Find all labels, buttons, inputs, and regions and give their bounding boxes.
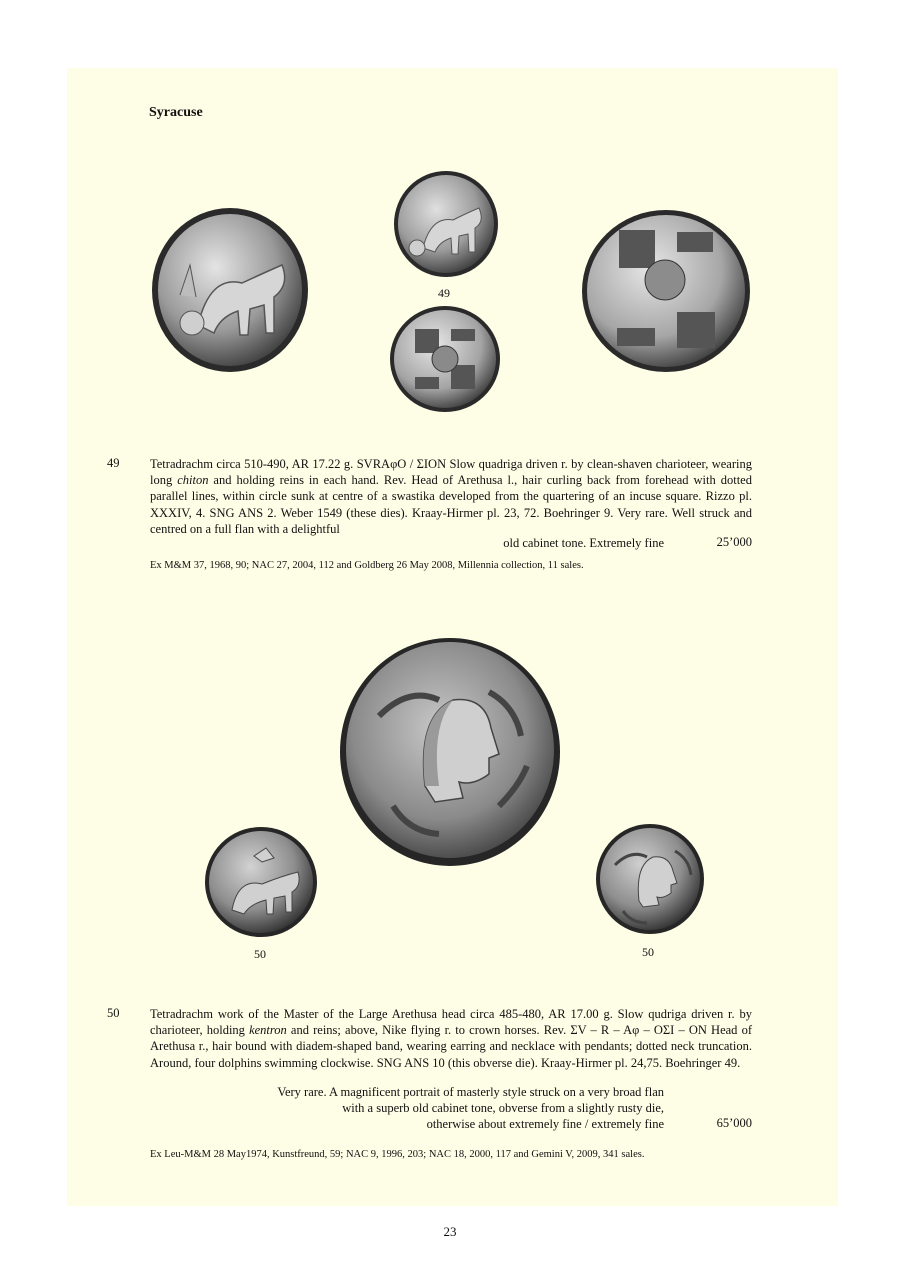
lot49-reverse-small-photo <box>389 305 501 413</box>
lot50-condition-line3: otherwise about extremely fine / extremely fine <box>426 1117 664 1131</box>
lot49-description <box>150 456 752 537</box>
lot50-description <box>150 1006 752 1071</box>
lot50-obverse-photo <box>204 826 318 938</box>
lot49-obverse-large-photo <box>150 205 310 375</box>
lot50-desc-part2: and reins; above, Nike flying r. to crown horses. Rev. ΣV – R – Aφ – OΣI – ON Head of Arethusa r., hair bound with diadem-shaped band, wearing earring and necklace with pendants; dotted neck truncation. Around, four dolphins swimming clockwise. SNG ANS 10 (this obverse die). Kraay-Hirmer pl. 24,75. Boehringer 49. <box>150 1023 752 1070</box>
page-number: 23 <box>443 1224 457 1239</box>
lot49-provenance: Ex M&M 37, 1968, 90; NAC 27, 2004, 112 and Goldberg 26 May 2008, Millennia collection, 11 sales. <box>150 560 584 571</box>
lot50-reverse-photo <box>595 823 705 935</box>
lot50-number: 50 <box>107 1006 120 1020</box>
lot50-figure-label-left: 50 <box>254 947 266 961</box>
section-title: Syracuse <box>149 105 203 120</box>
lot50-condition-line1: Very rare. A magnificent portrait of masterly style struck on a very broad flan <box>277 1085 664 1099</box>
lot50-figure-label-right: 50 <box>642 945 654 959</box>
lot49-desc-part2: and holding reins in each hand. Rev. Head of Arethusa l., hair curling back from forehead with dotted parallel lines, within circle sunk at centre of a swastika developed from the quartering of an incuse square. Rizzo pl. XXXIV, 4. SNG ANS 2. Weber 1549 (these dies). Kraay-Hirmer pl. 23, 72. Boehringer 9. Very rare. Well struck and centred on a full flan with a delightful <box>150 473 752 536</box>
lot49-obverse-small-photo <box>393 170 499 278</box>
lot50-desc-part1: Tetradrachm work of the Master of the Large Arethusa head circa 485-480, AR 17.00 g. Slow qudriga driven r. by charioteer, holding <box>150 1007 752 1038</box>
lot49-desc-part1: Tetradrachm circa 510-490, AR 17.22 g. SVRAφO / ΣION Slow quadriga driven r. by clean-shaven charioteer, wearing long <box>150 457 752 488</box>
lot49-condition: old cabinet tone. Extremely fine <box>503 536 664 550</box>
lot50-desc-emphasis: kentron <box>249 1023 287 1038</box>
lot50-reverse-enlarged-photo <box>339 636 561 868</box>
lot49-desc-emphasis: chiton <box>177 473 209 488</box>
lot50-provenance: Ex Leu-M&M 28 May1974, Kunstfreund, 59; NAC 9, 1996, 203; NAC 18, 2000, 117 and Gemini V, 2009, 341 sales. <box>150 1149 645 1160</box>
lot49-figure-label: 49 <box>438 286 450 300</box>
lot50-condition-line2: with a superb old cabinet tone, obverse from a slightly rusty die, <box>342 1101 664 1115</box>
lot49-number: 49 <box>107 456 120 470</box>
lot50-price: 65’000 <box>716 1116 752 1130</box>
lot49-reverse-large-photo <box>581 208 751 374</box>
lot49-price: 25’000 <box>716 535 752 549</box>
